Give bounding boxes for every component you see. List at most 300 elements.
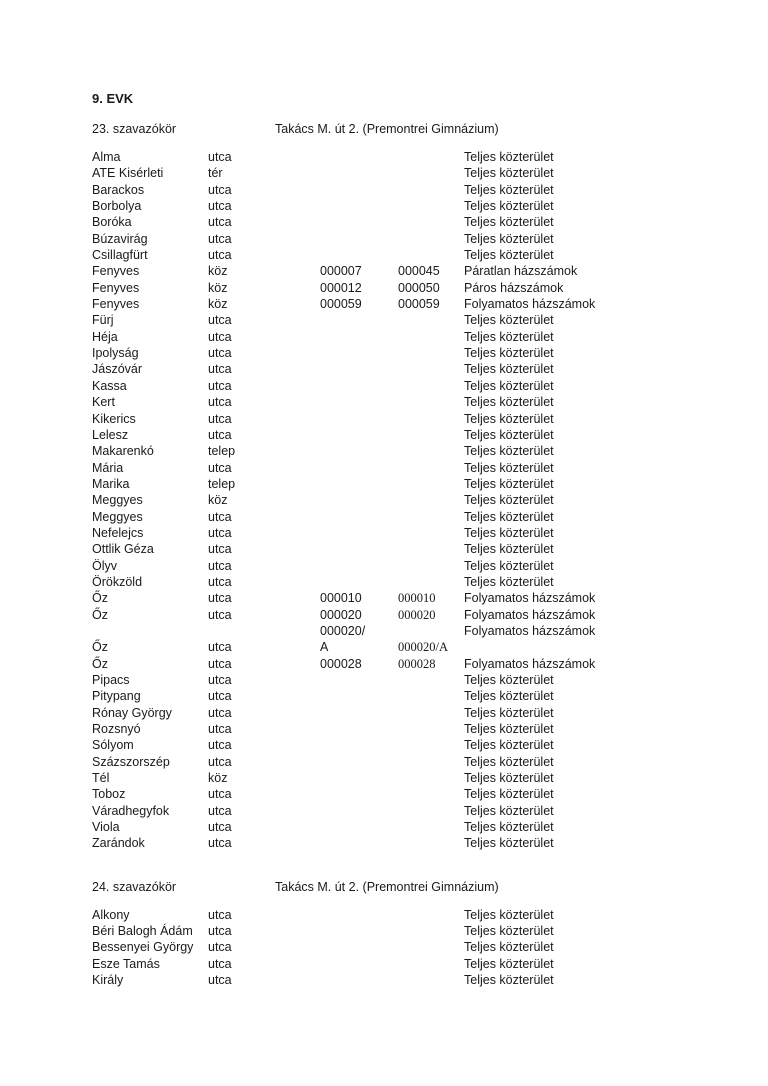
table-row: [92, 639, 728, 655]
street-type: telep: [208, 476, 236, 491]
street-name: Fenyves: [92, 264, 140, 279]
coverage-note: Teljes közterület: [464, 525, 554, 540]
house-number-to: 000020: [398, 607, 436, 622]
house-number-to: [398, 443, 464, 459]
house-number-from: 000059: [320, 297, 362, 312]
street-type: utca: [208, 427, 232, 442]
street-type: köz: [208, 280, 228, 295]
house-number-from: [320, 312, 398, 328]
house-number-to: [398, 312, 464, 328]
street-type: utca: [208, 820, 232, 835]
coverage-note: Teljes közterület: [464, 973, 554, 988]
street-type: utca: [208, 215, 232, 230]
street-type: tér: [208, 166, 223, 181]
coverage-note: Teljes közterület: [464, 427, 554, 442]
house-number-from: [320, 214, 398, 230]
table-row: [92, 509, 728, 525]
house-number-to: [398, 231, 464, 247]
street-name: Jászóvár: [92, 362, 143, 377]
section-header: [92, 879, 728, 895]
house-number-to: [398, 574, 464, 590]
table-row: [92, 672, 728, 688]
table-row: [92, 923, 728, 939]
street-type: [208, 623, 320, 639]
house-number-from: [320, 819, 398, 835]
table-row: [92, 247, 728, 263]
table-row: [92, 972, 728, 988]
house-number-to: 000028: [398, 656, 436, 671]
street-name: Őz: [92, 656, 108, 671]
house-number-from: [320, 541, 398, 557]
house-number-to: 000045: [398, 264, 440, 279]
coverage-note: Teljes közterület: [464, 574, 554, 589]
house-number-to: [398, 786, 464, 802]
coverage-note: Teljes közterület: [464, 754, 554, 769]
street-name: Őz: [92, 607, 108, 622]
street-name: Százszorszép: [92, 754, 170, 769]
table-row: [92, 214, 728, 230]
table-row: [92, 394, 728, 410]
street-name: Rónay György: [92, 705, 172, 720]
table-row: [92, 198, 728, 214]
street-type: utca: [208, 907, 232, 922]
street-name: Alma: [92, 150, 121, 164]
table-row: [92, 476, 728, 492]
house-number-to: [398, 705, 464, 721]
table-row: [92, 329, 728, 345]
sections-container: [92, 121, 728, 989]
street-name: Őz: [92, 640, 108, 655]
street-type: utca: [208, 346, 232, 361]
house-number-from: [320, 247, 398, 263]
street-name: Örökzöld: [92, 574, 143, 589]
coverage-note: Teljes közterület: [464, 476, 554, 491]
coverage-note: Teljes közterület: [464, 444, 554, 459]
section-rows: [92, 149, 728, 852]
coverage-note: Teljes közterület: [464, 182, 554, 197]
house-number-to: [398, 835, 464, 851]
street-name: Meggyes: [92, 509, 143, 524]
street-name: Fenyves: [92, 297, 140, 312]
house-number-to: [398, 623, 464, 639]
street-type: utca: [208, 395, 232, 410]
street-name: Toboz: [92, 787, 126, 802]
table-row: [92, 656, 728, 672]
street-name: Nefelejcs: [92, 525, 144, 540]
house-number-from: [320, 231, 398, 247]
street-name: Barackos: [92, 182, 145, 197]
house-number-from: [320, 476, 398, 492]
street-type: utca: [208, 591, 232, 606]
house-number-from: [320, 378, 398, 394]
house-number-from: [320, 165, 398, 181]
street-name: [92, 623, 208, 639]
table-row: [92, 492, 728, 508]
coverage-note: Teljes közterület: [464, 378, 554, 393]
house-number-from: [320, 770, 398, 786]
house-number-to: [398, 541, 464, 557]
table-row: [92, 574, 728, 590]
house-number-to: [398, 939, 464, 955]
coverage-note: Teljes közterület: [464, 738, 554, 753]
section-location: Takács M. út 2. (Premontrei Gimnázium): [275, 122, 499, 136]
table-row: [92, 705, 728, 721]
house-number-from: [320, 688, 398, 704]
street-type: utca: [208, 313, 232, 328]
table-row: [92, 786, 728, 802]
table-row: [92, 165, 728, 181]
house-number-to: [398, 721, 464, 737]
house-number-from: [320, 737, 398, 753]
house-number-from: [320, 672, 398, 688]
coverage-note: Teljes közterület: [464, 956, 554, 971]
street-type: utca: [208, 924, 232, 939]
house-number-to: [398, 149, 464, 165]
house-number-to: 000010: [398, 591, 436, 606]
coverage-note: Teljes közterület: [464, 460, 554, 475]
coverage-note: Folyamatos házszámok: [464, 656, 596, 671]
coverage-note: Teljes közterület: [464, 395, 554, 410]
street-type: köz: [208, 771, 228, 786]
coverage-note: Teljes közterület: [464, 199, 554, 214]
section-location: Takács M. út 2. (Premontrei Gimnázium): [275, 879, 499, 894]
street-type: utca: [208, 973, 232, 988]
street-name: Csillagfürt: [92, 248, 148, 263]
street-name: Rozsnyó: [92, 722, 141, 737]
street-name: Sólyom: [92, 738, 134, 753]
house-number-from: [320, 939, 398, 955]
house-number-from: [320, 427, 398, 443]
street-name: Marika: [92, 476, 130, 491]
street-name: Búzavirág: [92, 231, 148, 246]
street-name: Váradhegyfok: [92, 803, 170, 818]
coverage-note: Teljes közterület: [464, 215, 554, 230]
house-number-to: [398, 688, 464, 704]
street-name: Héja: [92, 329, 118, 344]
coverage-note: Teljes közterület: [464, 509, 554, 524]
coverage-note: Teljes közterület: [464, 673, 554, 687]
street-type: utca: [208, 509, 232, 524]
house-number-to: [398, 247, 464, 263]
coverage-note: Teljes közterület: [464, 689, 554, 704]
coverage-note: Teljes közterület: [464, 248, 554, 263]
house-number-to: [398, 525, 464, 541]
coverage-note: Teljes közterület: [464, 924, 554, 939]
street-name: Fenyves: [92, 280, 140, 295]
table-row: [92, 296, 728, 312]
street-type: utca: [208, 673, 232, 687]
coverage-note: Folyamatos házszámok: [464, 297, 596, 312]
table-row: [92, 803, 728, 819]
house-number-to: [398, 378, 464, 394]
street-name: Béri Balogh Ádám: [92, 924, 193, 939]
street-type: utca: [208, 689, 232, 704]
house-number-from: [320, 492, 398, 508]
street-type: utca: [208, 738, 232, 753]
street-type: utca: [208, 607, 232, 622]
coverage-note: Teljes közterület: [464, 836, 554, 851]
table-row: [92, 263, 728, 279]
street-type: utca: [208, 836, 232, 851]
house-number-to: [398, 214, 464, 230]
street-name: Pipacs: [92, 673, 130, 687]
house-number-from: [320, 907, 398, 923]
street-type: utca: [208, 640, 232, 655]
house-number-to: [398, 411, 464, 427]
house-number-to: 000020/A: [398, 640, 448, 655]
table-row: [92, 361, 728, 377]
house-number-from: [320, 361, 398, 377]
table-row: [92, 737, 728, 753]
table-row: [92, 280, 728, 296]
street-type: utca: [208, 525, 232, 540]
street-type: utca: [208, 231, 232, 246]
street-type: utca: [208, 411, 232, 426]
table-row: [92, 411, 728, 427]
coverage-note: Teljes közterület: [464, 329, 554, 344]
house-number-from: 000028: [320, 656, 362, 671]
house-number-to: [398, 460, 464, 476]
house-number-to: [398, 329, 464, 345]
house-number-from: 000012: [320, 280, 362, 295]
table-row: [92, 607, 728, 623]
coverage-note: Teljes közterület: [464, 558, 554, 573]
table-row: [92, 590, 728, 606]
coverage-note: Teljes közterület: [464, 940, 554, 955]
coverage-note: Teljes közterület: [464, 722, 554, 737]
street-name: Király: [92, 973, 124, 988]
house-number-to: [398, 754, 464, 770]
house-number-from: [320, 443, 398, 459]
street-type: utca: [208, 956, 232, 971]
house-number-from: [320, 345, 398, 361]
house-number-from: 000020: [320, 607, 362, 622]
table-row: [92, 149, 728, 165]
table-row: [92, 819, 728, 835]
street-name: Zarándok: [92, 836, 145, 851]
coverage-note: Folyamatos házszámok: [464, 623, 596, 638]
street-type: utca: [208, 542, 232, 557]
coverage-note: Teljes közterület: [464, 362, 554, 377]
street-name: Ölyv: [92, 558, 117, 573]
house-number-to: [398, 492, 464, 508]
street-type: utca: [208, 329, 232, 344]
street-type: utca: [208, 182, 232, 197]
street-type: utca: [208, 248, 232, 263]
house-number-to: [398, 672, 464, 688]
house-number-to: [398, 923, 464, 939]
street-type: utca: [208, 656, 232, 671]
house-number-from: [320, 329, 398, 345]
house-number-from: 000007: [320, 264, 362, 279]
house-number-to: [398, 394, 464, 410]
street-name: Ipolyság: [92, 346, 139, 361]
coverage-note: Teljes közterület: [464, 907, 554, 922]
house-number-to: [398, 972, 464, 988]
house-number-to: 000059: [398, 297, 440, 312]
house-number-from: 000010: [320, 591, 362, 606]
table-row: [92, 231, 728, 247]
coverage-note: Páratlan házszámok: [464, 264, 578, 279]
table-row: [92, 182, 728, 198]
coverage-note: Teljes közterület: [464, 493, 554, 508]
street-name: Mária: [92, 460, 124, 475]
street-type: utca: [208, 199, 232, 214]
section-rows: [92, 907, 728, 989]
table-row: [92, 907, 728, 923]
street-type: telep: [208, 444, 236, 459]
table-row: [92, 312, 728, 328]
table-row: [92, 939, 728, 955]
street-name: Meggyes: [92, 493, 143, 508]
street-name: Esze Tamás: [92, 956, 160, 971]
street-name: Pitypang: [92, 689, 141, 704]
coverage-note: Páros házszámok: [464, 280, 564, 295]
table-row: [92, 525, 728, 541]
table-row: [92, 956, 728, 972]
table-row: [92, 460, 728, 476]
table-row: [92, 345, 728, 361]
house-number-to: [398, 165, 464, 181]
house-number-to: [398, 182, 464, 198]
street-name: Kert: [92, 395, 115, 410]
house-number-from: [320, 786, 398, 802]
coverage-note: Teljes közterület: [464, 346, 554, 361]
street-name: Alkony: [92, 907, 130, 922]
table-row: [92, 721, 728, 737]
coverage-note: Teljes közterület: [464, 313, 554, 328]
street-type: utca: [208, 150, 232, 164]
table-row: [92, 443, 728, 459]
house-number-from: A: [320, 640, 329, 655]
house-number-from: [320, 803, 398, 819]
street-name: Boróka: [92, 215, 132, 230]
house-number-from: [320, 509, 398, 525]
section-label: 23. szavazókör: [92, 122, 177, 136]
house-number-from: [320, 525, 398, 541]
house-number-from: [320, 835, 398, 851]
street-type: utca: [208, 803, 232, 818]
table-row: [92, 770, 728, 786]
street-name: Kikerics: [92, 411, 136, 426]
house-number-from: [320, 149, 398, 165]
house-number-to: [398, 361, 464, 377]
house-number-from: [320, 558, 398, 574]
coverage-note: Teljes közterület: [464, 820, 554, 835]
street-name: Makarenkó: [92, 444, 154, 459]
house-number-from: [320, 182, 398, 198]
street-type: köz: [208, 493, 228, 508]
street-name: Bessenyei György: [92, 940, 194, 955]
street-name: Kassa: [92, 378, 127, 393]
street-type: köz: [208, 297, 228, 312]
street-type: utca: [208, 574, 232, 589]
street-type: utca: [208, 378, 232, 393]
house-number-from: [320, 705, 398, 721]
house-number-from: [320, 754, 398, 770]
house-number-to: [398, 345, 464, 361]
table-row: [92, 427, 728, 443]
table-row: [92, 688, 728, 704]
section-header: [92, 121, 728, 137]
house-number-from: [320, 198, 398, 214]
house-number-from: [320, 411, 398, 427]
street-type: utca: [208, 722, 232, 737]
coverage-note: Teljes közterület: [464, 803, 554, 818]
house-number-to: [398, 956, 464, 972]
house-number-to: [398, 476, 464, 492]
house-number-from: [320, 972, 398, 988]
coverage-note: [464, 639, 728, 655]
street-name: Tél: [92, 771, 110, 786]
table-row: [92, 835, 728, 851]
voting-district-section: [92, 121, 728, 852]
house-number-to: 000050: [398, 280, 440, 295]
house-number-to: [398, 198, 464, 214]
coverage-note: Teljes közterület: [464, 771, 554, 786]
coverage-note: Teljes közterület: [464, 542, 554, 557]
street-type: utca: [208, 362, 232, 377]
house-number-from: 000020/: [320, 623, 366, 638]
street-name: Viola: [92, 820, 120, 835]
street-type: köz: [208, 264, 228, 279]
street-name: Őz: [92, 591, 108, 606]
street-type: utca: [208, 558, 232, 573]
coverage-note: Folyamatos házszámok: [464, 591, 596, 606]
street-type: utca: [208, 754, 232, 769]
coverage-note: Teljes közterület: [464, 166, 554, 181]
street-name: Borbolya: [92, 199, 142, 214]
table-row: [92, 754, 728, 770]
table-row: [92, 623, 728, 639]
house-number-from: [320, 923, 398, 939]
house-number-to: [398, 803, 464, 819]
table-row: [92, 378, 728, 394]
street-name: Lelesz: [92, 427, 129, 442]
table-row: [92, 558, 728, 574]
street-type: utca: [208, 787, 232, 802]
page-title: 9. EVK: [92, 91, 134, 106]
street-name: ATE Kisérleti: [92, 166, 164, 181]
coverage-note: Teljes közterület: [464, 231, 554, 246]
house-number-to: [398, 770, 464, 786]
house-number-to: [398, 907, 464, 923]
street-type: utca: [208, 705, 232, 720]
house-number-from: [320, 394, 398, 410]
house-number-to: [398, 427, 464, 443]
house-number-from: [320, 956, 398, 972]
house-number-to: [398, 819, 464, 835]
house-number-to: [398, 737, 464, 753]
table-row: [92, 541, 728, 557]
coverage-note: Teljes közterület: [464, 150, 554, 164]
voting-district-section: [92, 879, 728, 989]
street-type: utca: [208, 940, 232, 955]
section-label: 24. szavazókör: [92, 879, 177, 894]
coverage-note: Teljes közterület: [464, 411, 554, 426]
street-type: utca: [208, 460, 232, 475]
house-number-to: [398, 509, 464, 525]
street-name: Fürj: [92, 313, 114, 328]
house-number-from: [320, 460, 398, 476]
coverage-note: Teljes közterület: [464, 787, 554, 802]
street-name: Ottlik Géza: [92, 542, 154, 557]
coverage-note: Teljes közterület: [464, 705, 554, 720]
house-number-from: [320, 574, 398, 590]
coverage-note: Folyamatos házszámok: [464, 607, 596, 622]
house-number-from: [320, 721, 398, 737]
house-number-to: [398, 558, 464, 574]
